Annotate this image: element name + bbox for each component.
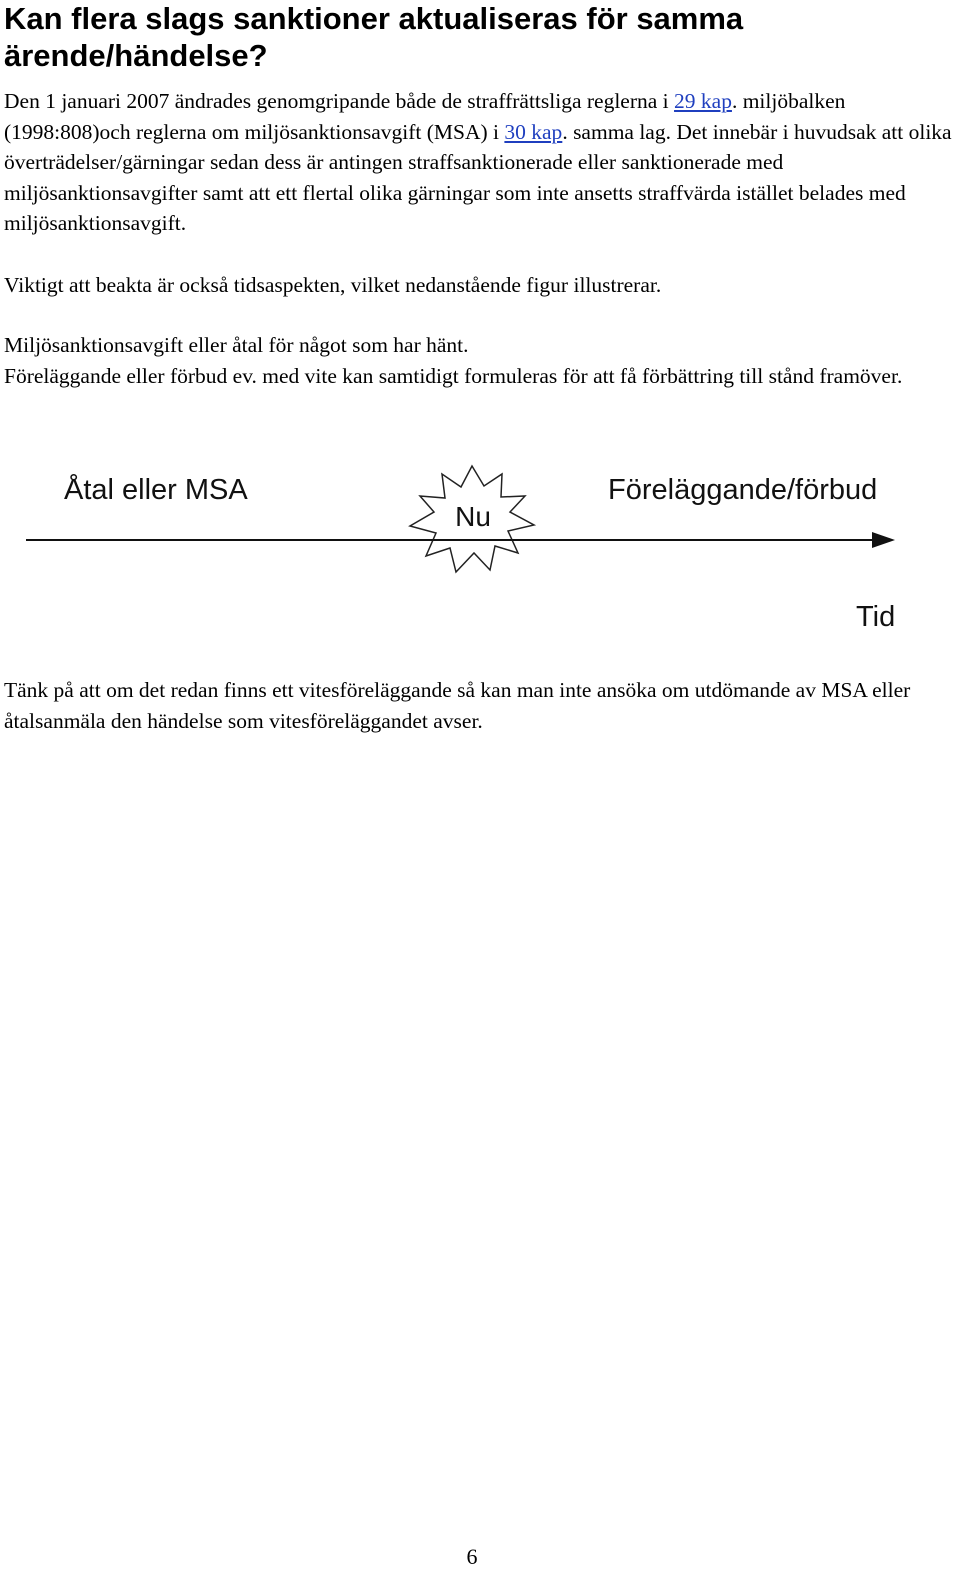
intro-text-c: . samma lag. Det innebär i huvudsak att olika överträdelser/gärningar sedan dess är antingen straffsanktionerade eller sanktionerade med miljösanktionsavgifter samt att ett flertal olika gärningar som inte ansetts straffvärda istället belades med miljösanktionsavgift. bbox=[4, 119, 952, 235]
closing-paragraph: Tänk på att om det redan finns ett vitesföreläggande så kan man inte ansöka om utdömande av MSA eller åtalsanmäla den händelse som vitesföreläggandet avser. bbox=[4, 678, 911, 733]
link-30-kap[interactable]: 30 kap bbox=[504, 119, 563, 144]
sanctions-paragraph bbox=[4, 330, 954, 391]
intro-text-b: . miljöbalken (1998:808)och reglerna om miljösanktionsavgift (MSA) i bbox=[4, 89, 846, 144]
timeline-arrowhead-icon bbox=[872, 532, 895, 548]
time-aspect-paragraph: Viktigt att beakta är också tidsaspekten, vilket nedanstående figur illustrerar. bbox=[4, 273, 662, 297]
figure-label-now: Nu bbox=[455, 501, 491, 532]
sanctions-line-2: Föreläggande eller förbud ev. med vite kan samtidigt formuleras för att få förbättring till stånd framöver. bbox=[4, 363, 903, 388]
figure-label-past: Åtal eller MSA bbox=[64, 474, 248, 506]
link-29-kap[interactable]: 29 kap bbox=[674, 89, 732, 113]
page-title: Kan flera slags sanktioner aktualiseras för samma ärende/händelse? bbox=[4, 1, 744, 73]
page-number: 6 bbox=[466, 1544, 478, 1569]
figure-label-future: Föreläggande/förbud bbox=[608, 474, 878, 506]
intro-text-a: Den 1 januari 2007 ändrades genomgripande både de straffrättsliga reglerna i bbox=[4, 89, 675, 113]
intro-paragraph bbox=[4, 86, 954, 239]
timeline-figure bbox=[20, 452, 920, 642]
figure-label-time: Tid bbox=[856, 601, 896, 633]
sanctions-line-1: Miljösanktionsavgift eller åtal för något som har hänt. bbox=[4, 333, 469, 357]
